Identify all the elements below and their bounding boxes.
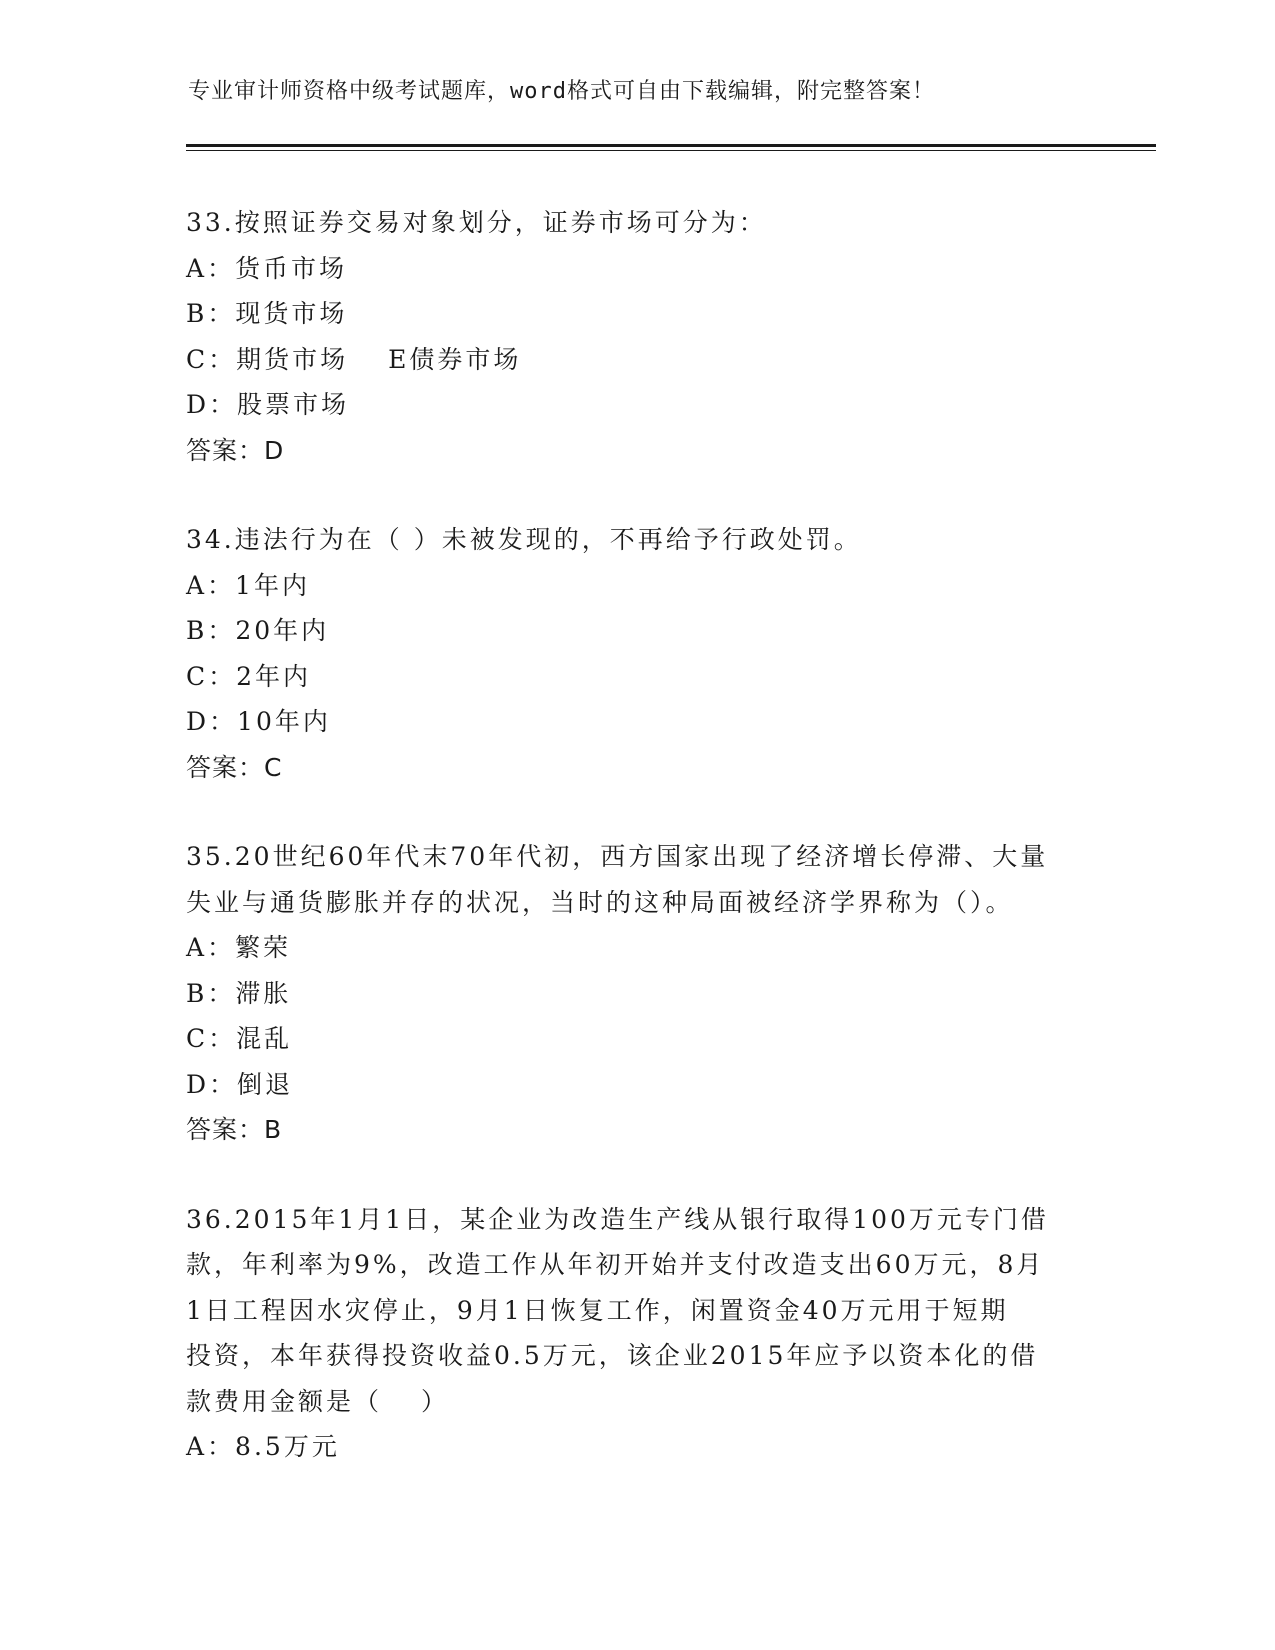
question-36 bbox=[186, 1197, 1086, 1470]
option-e-text: E债券市场 bbox=[388, 344, 522, 374]
stem-line: 36.2015年1月1日，某企业为改造生产线从银行取得100万元专门借 bbox=[186, 1204, 1049, 1234]
stem-line: 34.违法行为在（ ）未被发现的，不再给予行政处罚。 bbox=[186, 525, 862, 554]
question-stem bbox=[186, 834, 1086, 925]
option-c: C：混乱 bbox=[186, 1024, 293, 1053]
question-33 bbox=[186, 200, 1086, 473]
option-c bbox=[186, 337, 1086, 383]
option-b: B：滞胀 bbox=[186, 978, 292, 1008]
option-c-text: C：期货市场 bbox=[186, 344, 349, 374]
option-a: A：繁荣 bbox=[186, 933, 292, 962]
answer-label: 答案：B bbox=[186, 1115, 283, 1144]
question-stem bbox=[186, 1197, 1086, 1425]
answer-label: 答案：C bbox=[186, 752, 283, 782]
option-d: D：倒退 bbox=[186, 1069, 294, 1099]
question-list bbox=[186, 200, 1086, 1514]
stem-line: 失业与通货膨胀并存的状况，当时的这种局面被经济学界称为（）。 bbox=[186, 887, 1014, 917]
option-c: C：2年内 bbox=[186, 661, 312, 691]
stem-line: 1日工程因水灾停止，9月1日恢复工作，闲置资金40万元用于短期 bbox=[186, 1295, 1009, 1325]
answer-label: 答案：D bbox=[186, 435, 285, 465]
page-header-title: 专业审计师资格中级考试题库，word格式可自由下载编辑，附完整答案！ bbox=[188, 79, 935, 104]
stem-line: 33.按照证券交易对象划分，证券市场可分为： bbox=[186, 208, 767, 237]
question-stem bbox=[186, 517, 1086, 563]
stem-line: 35.20世纪60年代末70年代初，西方国家出现了经济增长停滞、大量 bbox=[186, 842, 1049, 871]
question-34 bbox=[186, 517, 1086, 790]
header-divider-thick bbox=[186, 144, 1156, 147]
question-stem bbox=[186, 200, 1086, 246]
stem-line: 投资，本年获得投资收益0.5万元，该企业2015年应予以资本化的借 bbox=[186, 1341, 1039, 1370]
option-b: B：20年内 bbox=[186, 616, 330, 645]
header-divider-thin bbox=[186, 150, 1156, 151]
stem-line: 款费用金额是（ ） bbox=[186, 1386, 449, 1416]
option-a: A：货币市场 bbox=[186, 253, 348, 283]
option-a: A：1年内 bbox=[186, 570, 310, 600]
option-d: D：10年内 bbox=[186, 707, 331, 736]
option-d: D：股票市场 bbox=[186, 390, 350, 419]
stem-line: 款，年利率为9%，改造工作从年初开始并支付改造支出60万元，8月 bbox=[186, 1250, 1045, 1279]
option-b: B：现货市场 bbox=[186, 299, 348, 328]
option-a: A：8.5万元 bbox=[186, 1432, 340, 1461]
question-35 bbox=[186, 834, 1086, 1153]
